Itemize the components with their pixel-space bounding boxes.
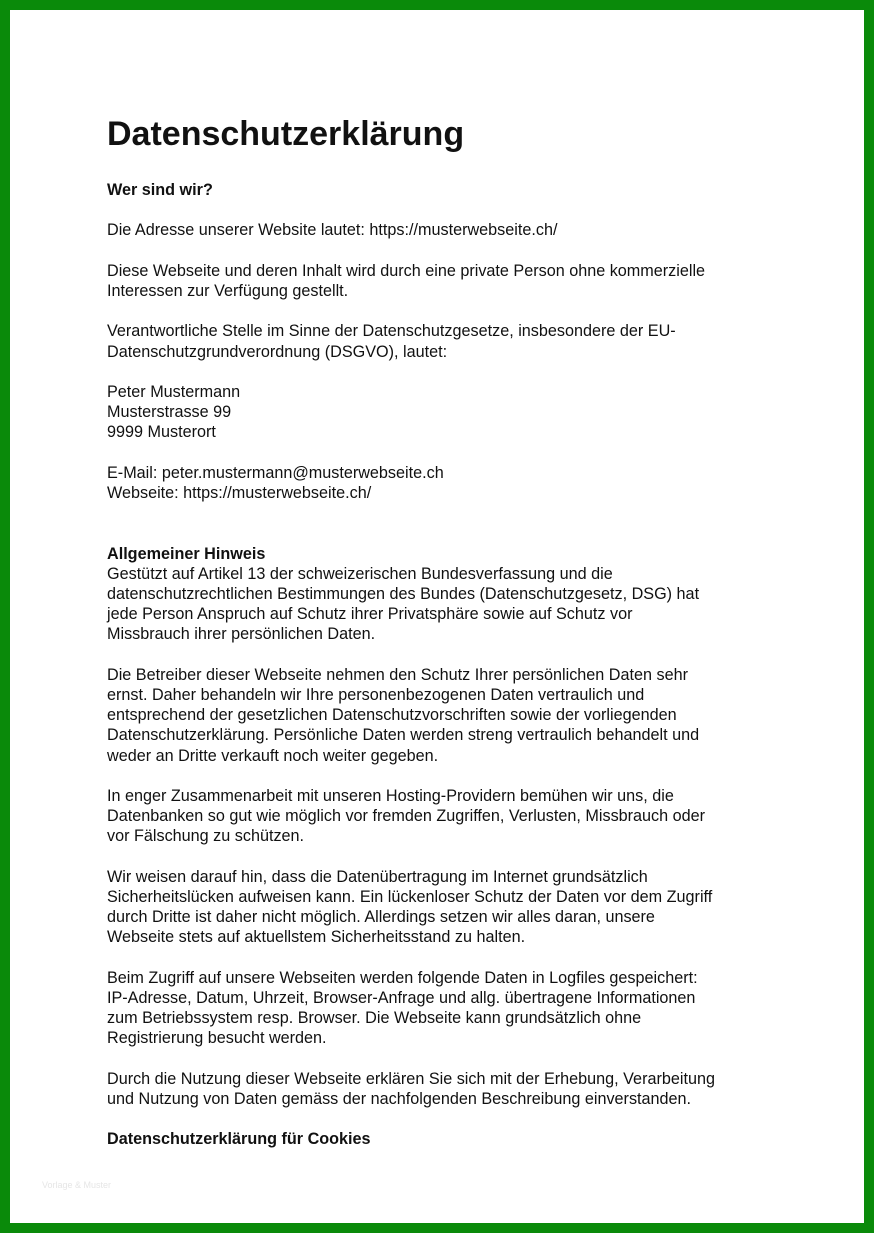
document-title: Datenschutzerklärung — [107, 115, 465, 153]
artikel-paragraph: Gestützt auf Artikel 13 der schweizerischen Bundesverfassung und die datenschutzrechtlichen Bestimmungen des Bundes (Datenschutzgesetz, DSG) hat jede Person Anspruch auf Schutz ihrer Privatsphäre sowie auf Schutz vor Missbrauch ihrer persönlichen Daten. — [107, 564, 700, 644]
betreiber-paragraph: Die Betreiber dieser Webseite nehmen den Schutz Ihrer persönlichen Daten sehr ernst. Daher behandeln wir Ihre personenbezogenen Daten vertraulich und entsprechend der gesetzlichen Datenschutzvorschriften sowie der vorliegenden Datenschutzerklärung. Persönliche Daten werden streng vertraulich behandelt und weder an Dritte verkauft noch weiter gegeben. — [107, 665, 700, 765]
hosting-paragraph: In enger Zusammenarbeit mit unseren Hosting-Providern bemühen wir uns, die Datenbanken so gut wie möglich vor fremden Zugriffen, Verlusten, Missbrauch oder vor Fälschung zu schützen. — [107, 786, 706, 846]
document-content — [107, 114, 777, 1150]
contact-email: E-Mail: peter.mustermann@musterwebseite.ch — [107, 463, 444, 482]
contact-name: Peter Mustermann — [107, 382, 241, 401]
contact-details — [107, 463, 777, 503]
contact-website: Webseite: https://musterwebseite.ch/ — [107, 483, 372, 502]
contact-street: Musterstrasse 99 — [107, 403, 232, 422]
postal-address — [107, 382, 777, 443]
internet-security-paragraph: Wir weisen darauf hin, dass die Datenübertragung im Internet grundsätzlich Sicherheitslücken aufweisen kann. Ein lückenloser Schutz der Daten vor dem Zugriff durch Dritte ist daher nicht möglich. Allerdings setzen wir alles daran, unsere Webseite stets auf aktuellstem Sicherheitsstand zu halten. — [107, 867, 713, 947]
section-heading-allgemeiner-hinweis: Allgemeiner Hinweis — [107, 544, 266, 563]
section-heading-cookies: Datenschutzerklärung für Cookies — [107, 1130, 371, 1149]
watermark: Vorlage & Muster — [42, 1180, 112, 1190]
private-person-paragraph: Diese Webseite und deren Inhalt wird durch eine private Person ohne kommerzielle Interessen zur Verfügung gestellt. — [107, 261, 706, 300]
responsible-party-paragraph: Verantwortliche Stelle im Sinne der Datenschutzgesetze, insbesondere der EU- Datenschutzgrundverordnung (DSGVO), lautet: — [107, 322, 676, 361]
nutzung-paragraph: Durch die Nutzung dieser Webseite erklären Sie sich mit der Erhebung, Verarbeitung und Nutzung von Daten gemäss der nachfolgenden Beschreibung einverstanden. — [107, 1069, 715, 1108]
website-address-paragraph: Die Adresse unserer Website lautet: https://musterwebseite.ch/ — [107, 221, 558, 240]
contact-city: 9999 Musterort — [107, 423, 216, 442]
document-page — [10, 10, 864, 1223]
section-heading-wer-sind-wir: Wer sind wir? — [107, 181, 213, 199]
logfiles-paragraph: Beim Zugriff auf unsere Webseiten werden folgende Daten in Logfiles gespeichert: IP-Adresse, Datum, Uhrzeit, Browser-Anfrage und allg. übertragene Informationen zum Betriebssystem resp. Browser. Die Webseite kann grundsätzlich ohne Registrierung besucht werden. — [107, 968, 698, 1048]
